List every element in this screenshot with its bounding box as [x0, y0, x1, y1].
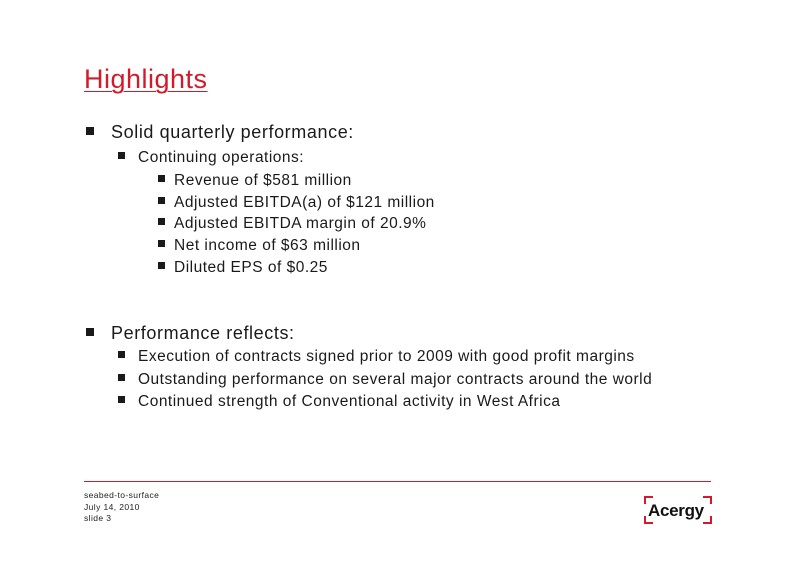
list-item: [158, 215, 426, 233]
footer: [84, 490, 159, 525]
footer-slide-number: slide 3: [84, 513, 112, 523]
bullet-square-icon: [86, 328, 94, 336]
bullet-square-icon: [118, 351, 125, 358]
list-item-text: Net income of $63 million: [174, 237, 361, 254]
logo-text: Acergy: [648, 501, 704, 520]
bullet-square-icon: [118, 152, 125, 159]
heading-text: Solid quarterly performance:: [111, 122, 354, 142]
bullet-square-icon: [158, 175, 165, 182]
subheading-text: Continuing operations:: [138, 149, 305, 166]
heading-text: Performance reflects:: [111, 323, 295, 343]
list-item: [158, 194, 435, 212]
footer-tagline: seabed-to-surface: [84, 490, 160, 500]
list-item: [158, 172, 352, 190]
logo-corner-icon: [703, 496, 712, 504]
list-item-text: Diluted EPS of $0.25: [174, 259, 328, 276]
list-item: [118, 348, 635, 366]
list-item-text: Continued strength of Conventional activity in West Africa: [138, 393, 561, 410]
bullet-square-icon: [158, 197, 165, 204]
list-item-text: Outstanding performance on several major contracts around the world: [138, 371, 653, 388]
list-item: [158, 237, 361, 255]
bullet-subheading-continuing: [118, 149, 304, 167]
list-item-text: Revenue of $581 million: [174, 172, 352, 189]
bullet-square-icon: [158, 262, 165, 269]
bullet-square-icon: [118, 374, 125, 381]
footer-divider: [84, 481, 711, 482]
bullet-square-icon: [158, 218, 165, 225]
footer-date: July 14, 2010: [84, 501, 140, 512]
list-item: [118, 393, 560, 411]
list-item-text: Adjusted EBITDA(a) of $121 million: [174, 194, 435, 211]
acergy-logo: [644, 496, 712, 524]
bullet-square-icon: [118, 396, 125, 403]
bullet-square-icon: [158, 240, 165, 247]
page-title: Highlights: [84, 64, 208, 94]
bullet-heading-quarterly: [86, 122, 354, 143]
list-item-text: Adjusted EBITDA margin of 20.9%: [174, 215, 427, 232]
bullet-heading-reflects: [86, 323, 295, 344]
list-item: [118, 371, 652, 389]
list-item: [158, 259, 328, 277]
logo-corner-icon: [703, 516, 712, 524]
bullet-square-icon: [86, 127, 94, 135]
list-item-text: Execution of contracts signed prior to 2009 with good profit margins: [138, 348, 635, 365]
